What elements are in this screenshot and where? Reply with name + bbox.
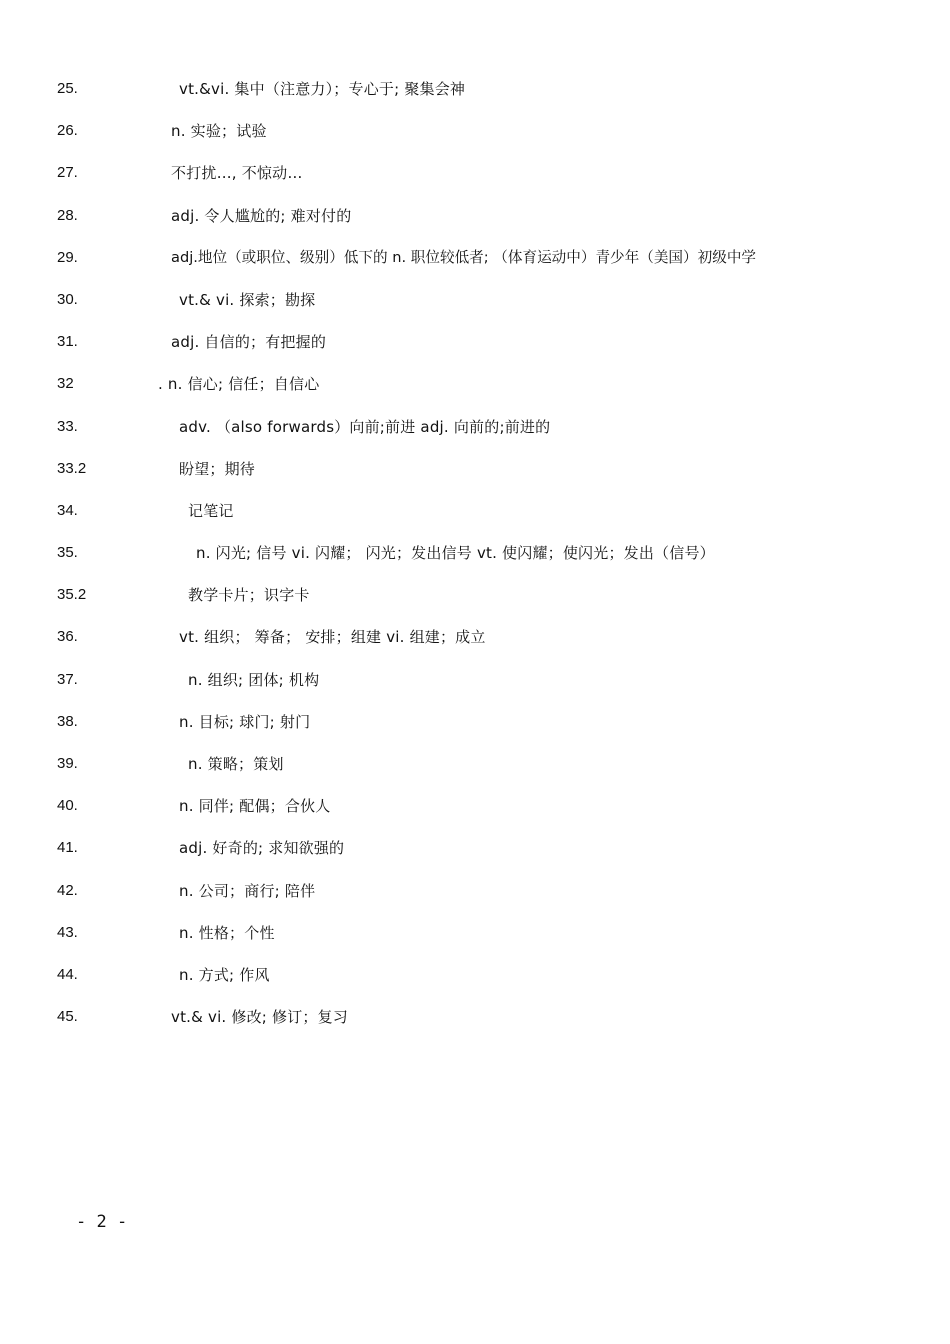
vocab-entry	[57, 837, 917, 879]
entry-definition: adj. 自信的；有把握的	[171, 333, 327, 352]
vocab-entry	[57, 542, 917, 584]
entry-number: 30.	[57, 290, 78, 308]
entry-number: 34.	[57, 501, 78, 519]
entry-number: 35.2	[57, 586, 87, 604]
entry-number: 33.2	[57, 459, 87, 477]
entry-definition: n. 目标; 球门; 射门	[179, 712, 311, 731]
vocab-entry	[57, 922, 917, 964]
vocab-entry	[57, 120, 917, 162]
vocabulary-list	[57, 78, 917, 1048]
entry-definition: adv. （also forwards）向前;前进 adj. 向前的;前进的	[179, 417, 551, 436]
entry-number: 42.	[57, 881, 78, 899]
vocab-entry	[57, 880, 917, 922]
entry-definition: vt.&vi. 集中（注意力）；专心于; 聚集会神	[179, 80, 466, 98]
entry-number: 41.	[57, 839, 78, 857]
entry-number: 37.	[57, 670, 78, 688]
vocab-entry	[57, 1006, 917, 1048]
vocab-entry	[57, 458, 917, 500]
entry-definition: n. 方式; 作风	[179, 965, 270, 984]
entry-definition: n. 同伴; 配偶；合伙人	[179, 797, 331, 816]
entry-definition: vt. 组织； 筹备； 安排；组建 vi. 组建；成立	[179, 628, 486, 647]
vocab-entry	[57, 373, 917, 415]
entry-number: 45.	[57, 1008, 78, 1026]
entry-number: 35.	[57, 544, 78, 562]
entry-definition: 不打扰…, 不惊动…	[171, 164, 303, 183]
entry-number: 33.	[57, 417, 78, 435]
vocab-entry	[57, 626, 917, 668]
entry-definition: adj. 好奇的; 求知欲强的	[179, 839, 345, 858]
entry-number: 32	[57, 375, 74, 393]
vocab-entry	[57, 289, 917, 331]
vocab-entry	[57, 964, 917, 1006]
entry-definition: n. 实验；试验	[171, 122, 267, 141]
vocab-entry	[57, 331, 917, 373]
entry-number: 25.	[57, 80, 78, 97]
entry-definition: n. 组织; 团体; 机构	[188, 670, 320, 689]
vocab-entry	[57, 711, 917, 753]
entry-definition: adj. 令人尴尬的; 难对付的	[171, 206, 352, 225]
vocab-entry	[57, 247, 917, 289]
vocab-entry	[57, 753, 917, 795]
page-number: - 2 -	[76, 1212, 128, 1232]
entry-definition: n. 性格；个性	[179, 923, 275, 942]
vocab-entry	[57, 500, 917, 542]
entry-number: 38.	[57, 712, 78, 730]
entry-number: 40.	[57, 797, 78, 815]
vocab-entry	[57, 416, 917, 458]
entry-number: 44.	[57, 965, 78, 983]
vocab-entry	[57, 205, 917, 247]
entry-definition: vt.& vi. 探索；勘探	[179, 290, 316, 309]
entry-definition: 盼望；期待	[179, 459, 256, 478]
entry-definition: 教学卡片；识字卡	[188, 586, 310, 605]
entry-definition: . n. 信心; 信任；自信心	[158, 375, 320, 394]
entry-number: 27.	[57, 164, 78, 182]
vocab-entry	[57, 795, 917, 837]
entry-number: 36.	[57, 628, 78, 646]
entry-definition: n. 闪光; 信号 vi. 闪耀； 闪光；发出信号 vt. 使闪耀；使闪光；发出（信号）	[196, 544, 715, 563]
vocab-entry	[57, 669, 917, 711]
entry-number: 39.	[57, 755, 78, 772]
entry-definition: n. 策略；策划	[188, 755, 284, 773]
entry-number: 31.	[57, 333, 78, 351]
entry-number: 28.	[57, 206, 78, 224]
vocab-entry	[57, 162, 917, 204]
entry-number: 43.	[57, 923, 78, 941]
entry-definition: adj.地位（或职位、级别）低下的 n. 职位较低者; （体育运动中）青少年（美国）初级中学	[171, 248, 757, 266]
entry-definition: n. 公司；商行; 陪伴	[179, 881, 316, 900]
vocab-entry	[57, 78, 917, 120]
entry-definition: vt.& vi. 修改; 修订；复习	[171, 1008, 348, 1027]
entry-number: 29.	[57, 248, 78, 266]
entry-definition: 记笔记	[188, 501, 234, 520]
vocab-entry	[57, 584, 917, 626]
entry-number: 26.	[57, 122, 78, 140]
